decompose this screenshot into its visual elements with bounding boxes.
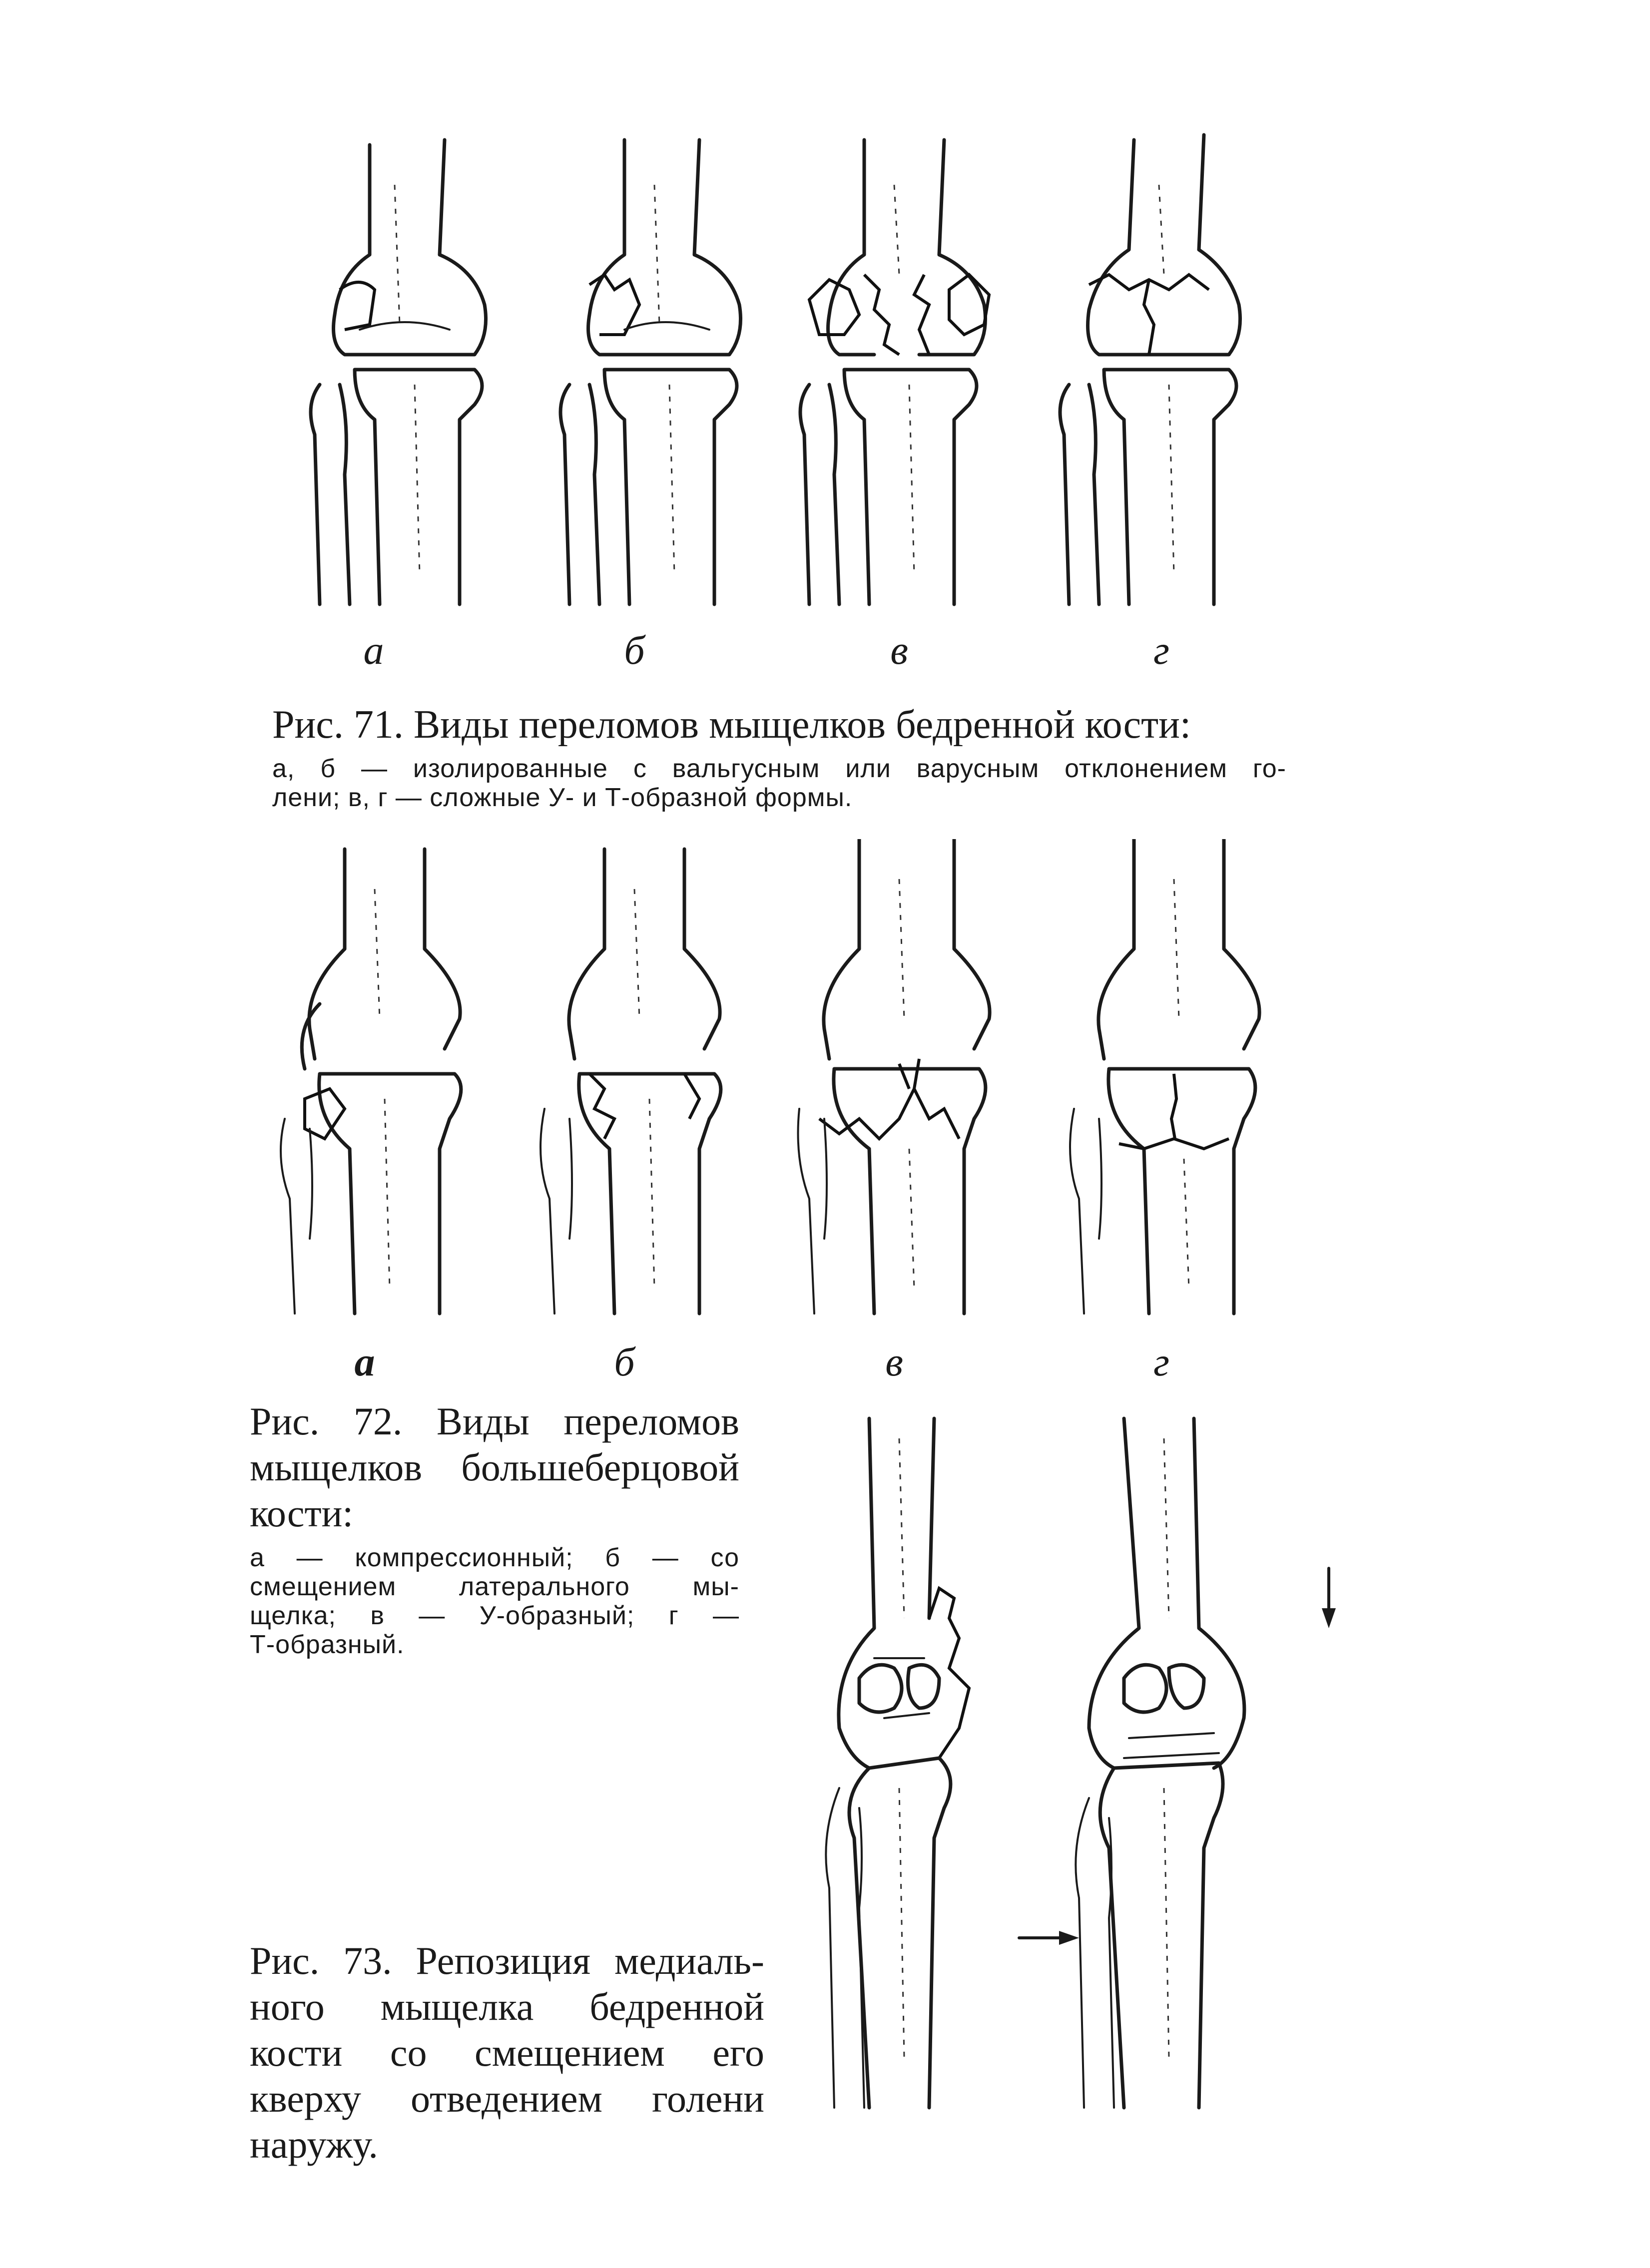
tibia-drawing-g <box>1070 839 1259 1314</box>
figure-72-title-line-1: Рис. 72. Виды переломов <box>250 1399 739 1443</box>
figure-72-title <box>250 1398 739 1536</box>
figure-73-title-line-2: ного мыщелка бедренной <box>250 1985 764 2028</box>
tibia-drawing-v <box>798 839 990 1314</box>
knee-reposition-before <box>826 1418 969 2108</box>
tibia-drawing-b <box>541 849 721 1314</box>
figure-72-caption-line-4: Т-образный. <box>250 1630 405 1659</box>
figure-72-caption <box>250 1543 739 1659</box>
figure-72-caption-line-2: смещением латерального мы- <box>250 1572 739 1601</box>
figure-73-title <box>250 1938 764 2168</box>
down-arrow-icon <box>1322 1568 1336 1628</box>
fig72-label-v: в <box>885 1339 903 1384</box>
knee-drawing-v <box>800 140 989 604</box>
figure-72-illustration <box>260 839 1339 1329</box>
figure-73-title-line-3: кости со смещением его <box>250 2031 764 2074</box>
figure-73-illustration <box>789 1408 1349 2133</box>
right-arrow-icon <box>1019 1931 1079 1945</box>
fig71-label-a: а <box>363 627 384 673</box>
tibia-drawing-a <box>281 849 461 1314</box>
fig71-label-v: в <box>890 627 908 673</box>
figure-71-caption <box>272 754 1286 812</box>
fig71-label-g: г <box>1153 627 1169 673</box>
figure-72-title-line-2: мыщелков большеберцовой <box>250 1445 739 1489</box>
knee-drawing-a <box>311 140 486 604</box>
figure-72-caption-line-3: щелка; в — У-образный; г — <box>250 1601 739 1630</box>
figure-71-title: Рис. 71. Виды переломов мыщелков бедренной кости: <box>272 703 1191 747</box>
figure-72-caption-line-1: а — компрессионный; б — со <box>250 1543 739 1572</box>
fig72-label-g: г <box>1153 1339 1169 1384</box>
figure-73-title-line-4: кверху отведением голени <box>250 2077 764 2120</box>
figure-73-title-line-1: Рис. 73. Репозиция медиаль- <box>250 1939 764 1982</box>
figure-73-title-line-5: наружу. <box>250 2123 378 2166</box>
figure-71-caption-line-2: лени; в, г — сложные У- и Т-образной формы. <box>272 783 853 812</box>
knee-reposition-after <box>1076 1418 1244 2108</box>
figure-71-illustration <box>270 125 1329 624</box>
fig72-label-b: б <box>614 1339 635 1384</box>
knee-drawing-b <box>560 140 741 604</box>
fig72-label-a: а <box>354 1339 375 1384</box>
fig71-label-b: б <box>624 627 645 673</box>
knee-drawing-g <box>1060 135 1240 604</box>
figure-71-caption-line-1: а, б — изолированные с вальгусным или варусным отклонением го- <box>272 754 1286 783</box>
figure-72-title-line-3: кости: <box>250 1491 353 1535</box>
